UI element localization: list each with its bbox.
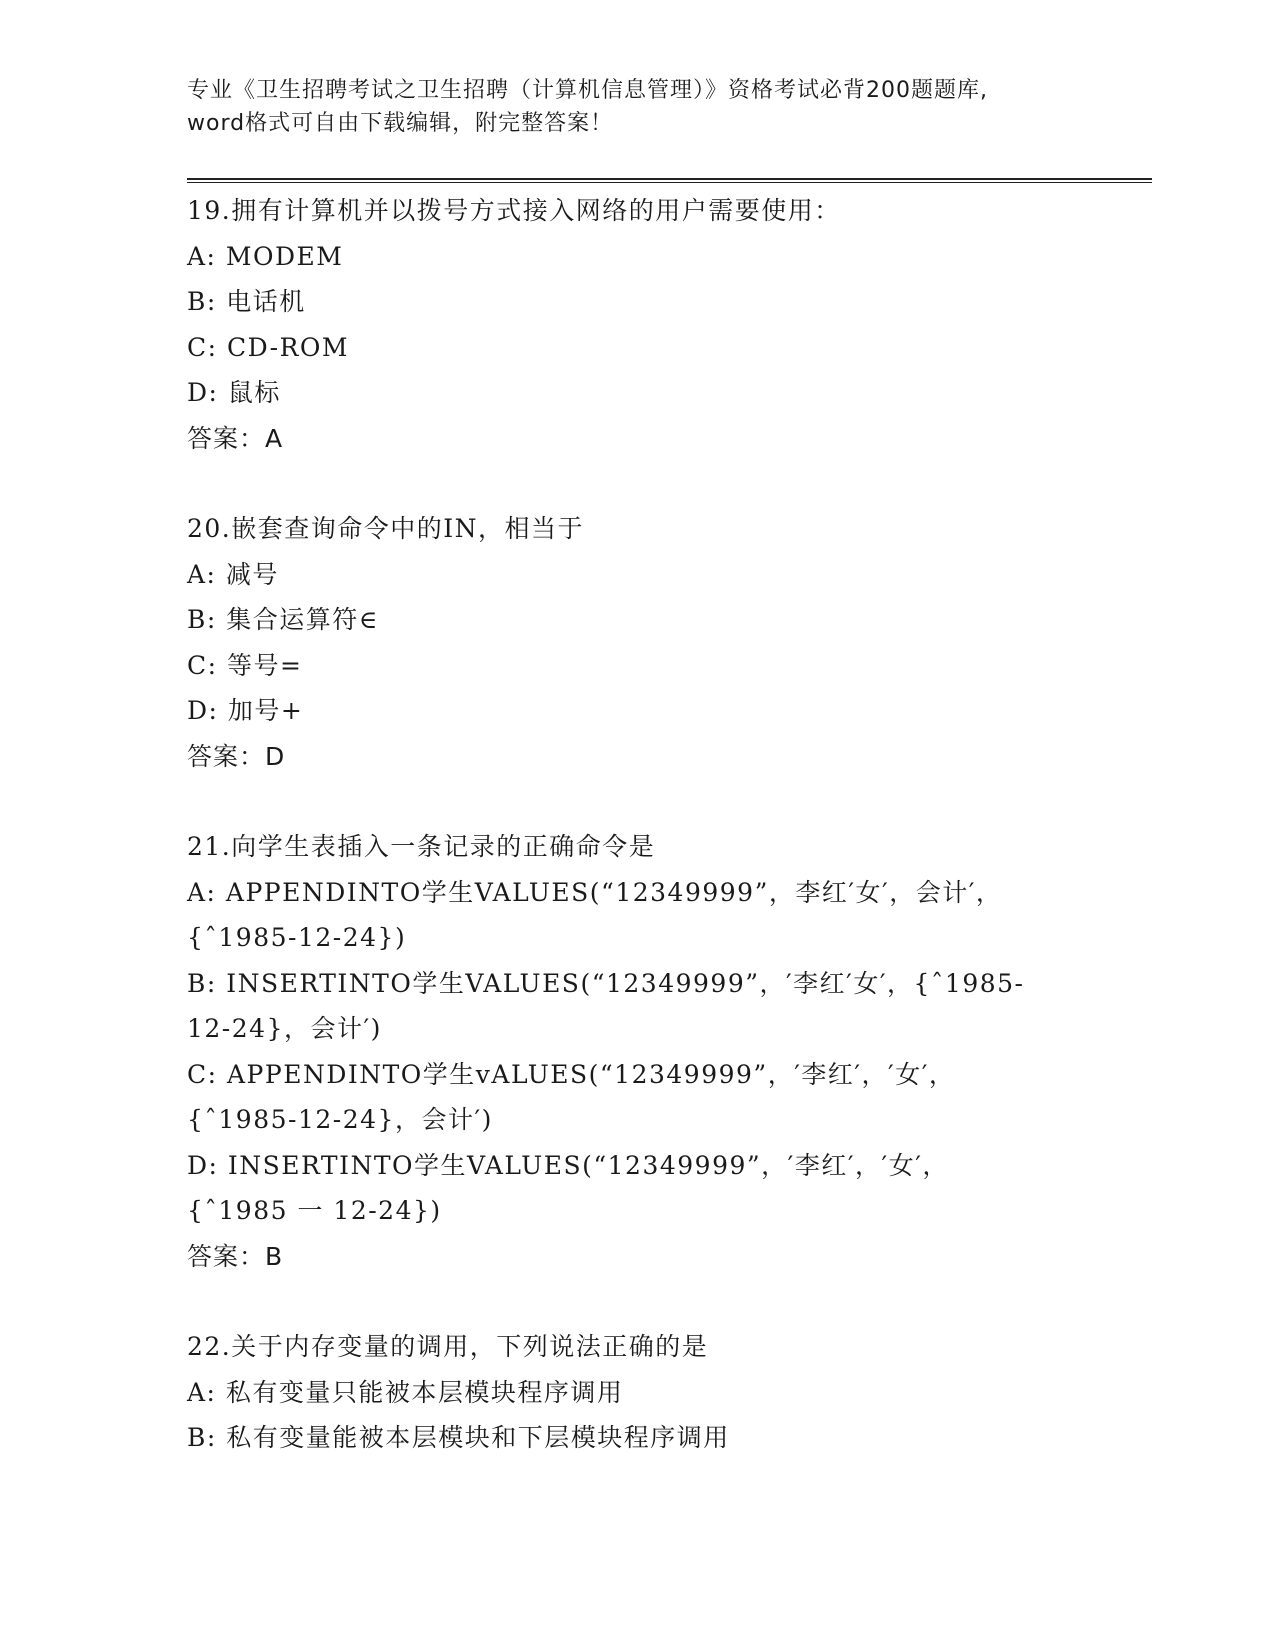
question-stem: 20.嵌套查询命令中的IN，相当于	[187, 514, 585, 543]
option-d-continued: {ˆ1985 一 12-24})	[187, 1196, 442, 1225]
option-b: B: 集合运算符∈	[187, 605, 379, 634]
document-header	[187, 74, 1087, 140]
answer: 答案：B	[187, 1241, 284, 1271]
option-d: D: 鼠标	[187, 378, 281, 407]
option-a: A: MODEM	[187, 241, 344, 271]
option-c: C: 等号=	[187, 650, 303, 680]
question-20	[187, 506, 1087, 779]
question-stem: 19.拥有计算机并以拨号方式接入网络的用户需要使用：	[187, 196, 841, 225]
question-stem: 21.向学生表插入一条记录的正确命令是	[187, 832, 656, 861]
question-list	[187, 188, 1087, 1461]
header-divider-thick	[187, 178, 1152, 180]
option-c-continued: {ˆ1985-12-24}，会计′)	[187, 1105, 493, 1134]
option-c: C: CD-ROM	[187, 332, 349, 362]
option-a: A: 私有变量只能被本层模块程序调用	[187, 1377, 624, 1407]
option-b: B: 私有变量能被本层模块和下层模块程序调用	[187, 1423, 730, 1452]
option-d: D: INSERTINTO学生VALUES(“12349999”，′李红′，′女′，	[187, 1150, 949, 1180]
header-line-2: word格式可自由下载编辑，附完整答案！	[187, 111, 614, 136]
header-divider-thin	[187, 182, 1152, 183]
answer: 答案：A	[187, 423, 284, 453]
option-c: C: APPENDINTO学生vALUES(“12349999”，′李红′，′女′，	[187, 1059, 956, 1089]
option-d: D: 加号+	[187, 696, 304, 725]
option-a: A: APPENDINTO学生VALUES(“12349999”，李红′女′，会计′，	[187, 877, 1003, 907]
option-a: A: 减号	[187, 559, 279, 589]
question-stem: 22.关于内存变量的调用，下列说法正确的是	[187, 1332, 709, 1361]
option-b: B: 电话机	[187, 287, 306, 316]
question-21	[187, 824, 1087, 1279]
question-22	[187, 1324, 1087, 1461]
question-19	[187, 188, 1087, 461]
option-b-continued: 12-24}，会计′)	[187, 1014, 382, 1043]
option-b: B: INSERTINTO学生VALUES(“12349999”，′李红′女′，{ˆ1985-	[187, 968, 1025, 998]
answer: 答案：D	[187, 741, 286, 771]
header-line-1: 专业《卫生招聘考试之卫生招聘（计算机信息管理）》资格考试必背200题题库,	[187, 78, 988, 103]
option-a-continued: {ˆ1985-12-24})	[187, 923, 407, 952]
